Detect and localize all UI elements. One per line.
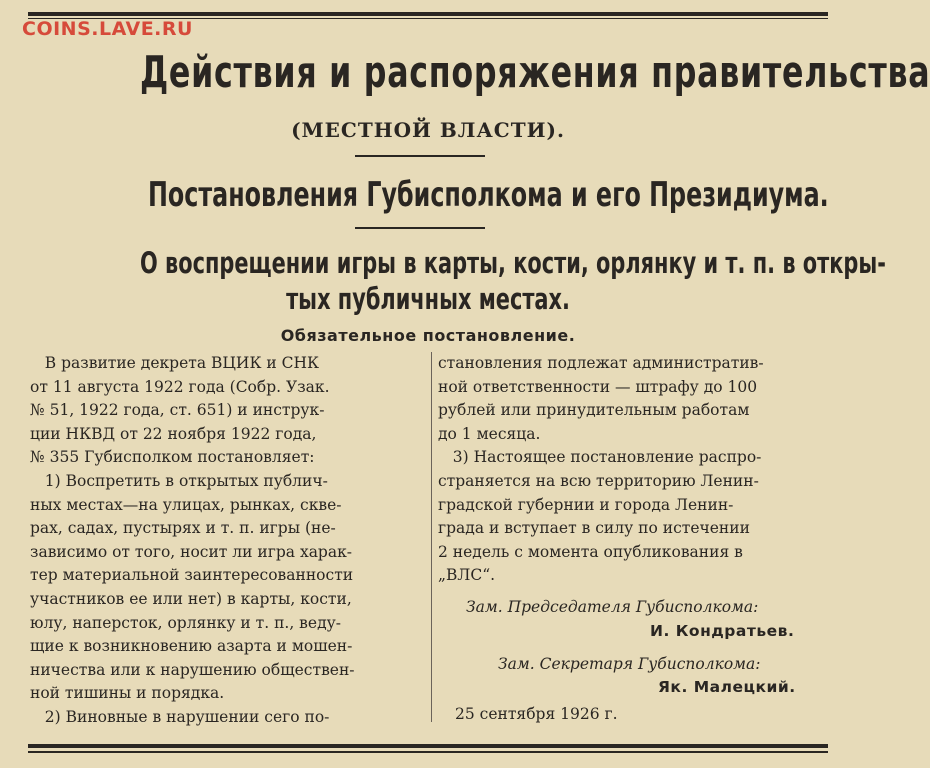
text-line: до 1 месяца. (438, 424, 541, 443)
divider (355, 155, 485, 157)
text-line: ции НКВД от 22 ноября 1922 года, (30, 424, 317, 443)
text-line: ничества или к нарушению обществен- (30, 660, 355, 679)
bottom-rule (28, 744, 828, 748)
column-divider (431, 352, 432, 722)
text-line: страняется на всю территорию Ленин- (438, 471, 759, 490)
text-line: градской губернии и города Ленин- (438, 495, 734, 514)
article-heading-line-2: тых публичных местах. (286, 282, 570, 316)
document-date: 25 сентября 1926 г. (455, 705, 618, 723)
text-line: 2) Виновные в нарушении сего по- (30, 707, 330, 726)
document-kind: Обязательное постановление. (280, 326, 576, 345)
article-heading-line-1: О воспрещении игры в карты, кости, орлянку и т. п. в откры- (140, 246, 886, 280)
text-line: рублей или принудительным работам (438, 401, 750, 420)
signature-name-2: Як. Малецкий. (658, 678, 796, 696)
text-line: града и вступает в силу по истечении (438, 519, 750, 538)
page-title: Действия и распоряжения правительства (140, 47, 930, 98)
text-line: от 11 августа 1922 года (Собр. Узак. (30, 377, 330, 396)
text-line: тер материальной заинтересованности (30, 566, 354, 585)
watermark: COINS.LAVE.RU (22, 18, 193, 40)
text-line: 2 недель с момента опубликования в (438, 542, 743, 561)
text-line: „ВЛС“. (438, 566, 496, 585)
text-line: 3) Настоящее постановление распро- (438, 448, 762, 467)
text-line: ной тишины и порядка. (30, 684, 225, 703)
text-line: 1) Воспретить в открытых публич- (30, 471, 328, 490)
bottom-rule-thin (28, 751, 828, 753)
page-subtitle: (МЕСТНОЙ ВЛАСТИ). (291, 118, 565, 142)
signature-name-1: И. Кондратьев. (650, 622, 795, 640)
right-column (438, 352, 830, 588)
text-line: ных местах—на улицах, рынках, скве- (30, 495, 342, 514)
top-rule (28, 12, 828, 16)
text-line: участников ее или нет) в карты, кости, (30, 589, 352, 608)
text-line: № 355 Губисполком постановляет: (30, 448, 315, 467)
divider (355, 227, 485, 229)
text-line: № 51, 1922 года, ст. 651) и инструк- (30, 401, 325, 420)
signature-role-2: Зам. Секретаря Губисполкома: (498, 655, 761, 673)
text-line: рах, садах, пустырях и т. п. игры (не- (30, 519, 336, 538)
text-line: щие к возникновению азарта и мошен- (30, 637, 353, 656)
text-line: становления подлежат административ- (438, 354, 764, 372)
text-line: ной ответственности — штрафу до 100 (438, 377, 758, 396)
signature-role-1: Зам. Председателя Губисполкома: (466, 598, 759, 616)
text-line: зависимо от того, носит ли игра харак- (30, 542, 353, 561)
left-column (30, 352, 415, 730)
section-heading: Постановления Губисполкома и его Президиума. (148, 175, 829, 215)
text-line: юлу, наперсток, орлянку и т. п., веду- (30, 613, 341, 632)
text-line: В развитие декрета ВЦИК и СНК (30, 354, 319, 372)
